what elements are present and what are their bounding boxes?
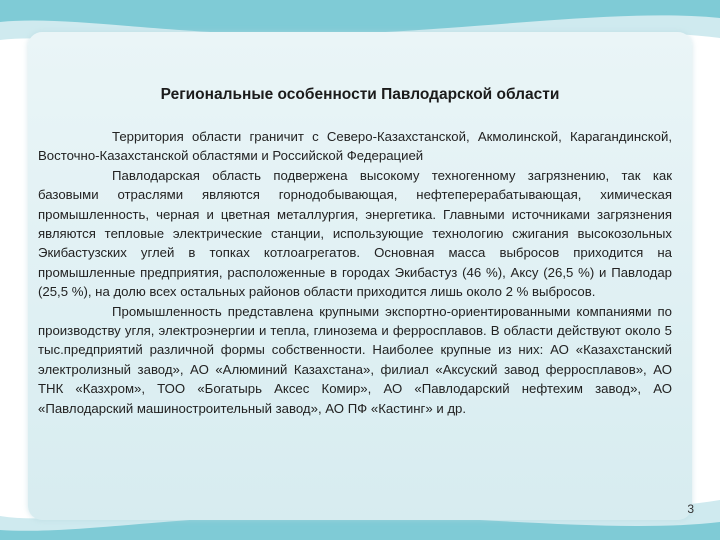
paragraph-borders: Территория области граничит с Северо-Казахстанской, Акмолинской, Карагандинской, Восточно-Казахстанской областями и Российской Федерацией [38, 129, 672, 164]
slide-body [38, 127, 672, 418]
paragraph-pollution: Павлодарская область подвержена высокому техногенному загрязнению, так как базовыми отраслями являются горнодобывающая, нефтеперерабатывающая, химическая промышленность, черная и цветная металлургия, энергетика. Главными источниками загрязнения являются тепловые электрические станции, использующие технологию сжигания высокозольных Экибастузских углей в топках котлоагрегатов. Основная масса выбросов приходится на промышленные предприятия, расположенные в городах Экибастуз (46 %), Аксу (26,5 %) и Павлодар (25,5 %), на долю всех остальных районов области приходится лишь около 2 % выбросов. [38, 167, 672, 300]
paragraph-industry: Промышленность представлена крупными экспортно-ориентированными компаниями по производству угля, электроэнергии и тепла, глинозема и ферросплавов. В области действуют около 5 тыс.предприятий различной формы собственности. Наиболее крупные из них: АО «Казахстанский электролизный завод», АО «Алюминий Казахстана», филиал «Аксуский завод ферросплавов», АО ТНК «Казхром», ТОО «Богатырь Аксес Комир», АО «Павлодарский нефтехим завод», АО «Павлодарский машиностроительный завод», АО ПФ «Кастинг» и др. [38, 303, 672, 416]
slide-title: Региональные особенности Павлодарской области [160, 86, 560, 103]
page-number: 3 [687, 502, 694, 516]
